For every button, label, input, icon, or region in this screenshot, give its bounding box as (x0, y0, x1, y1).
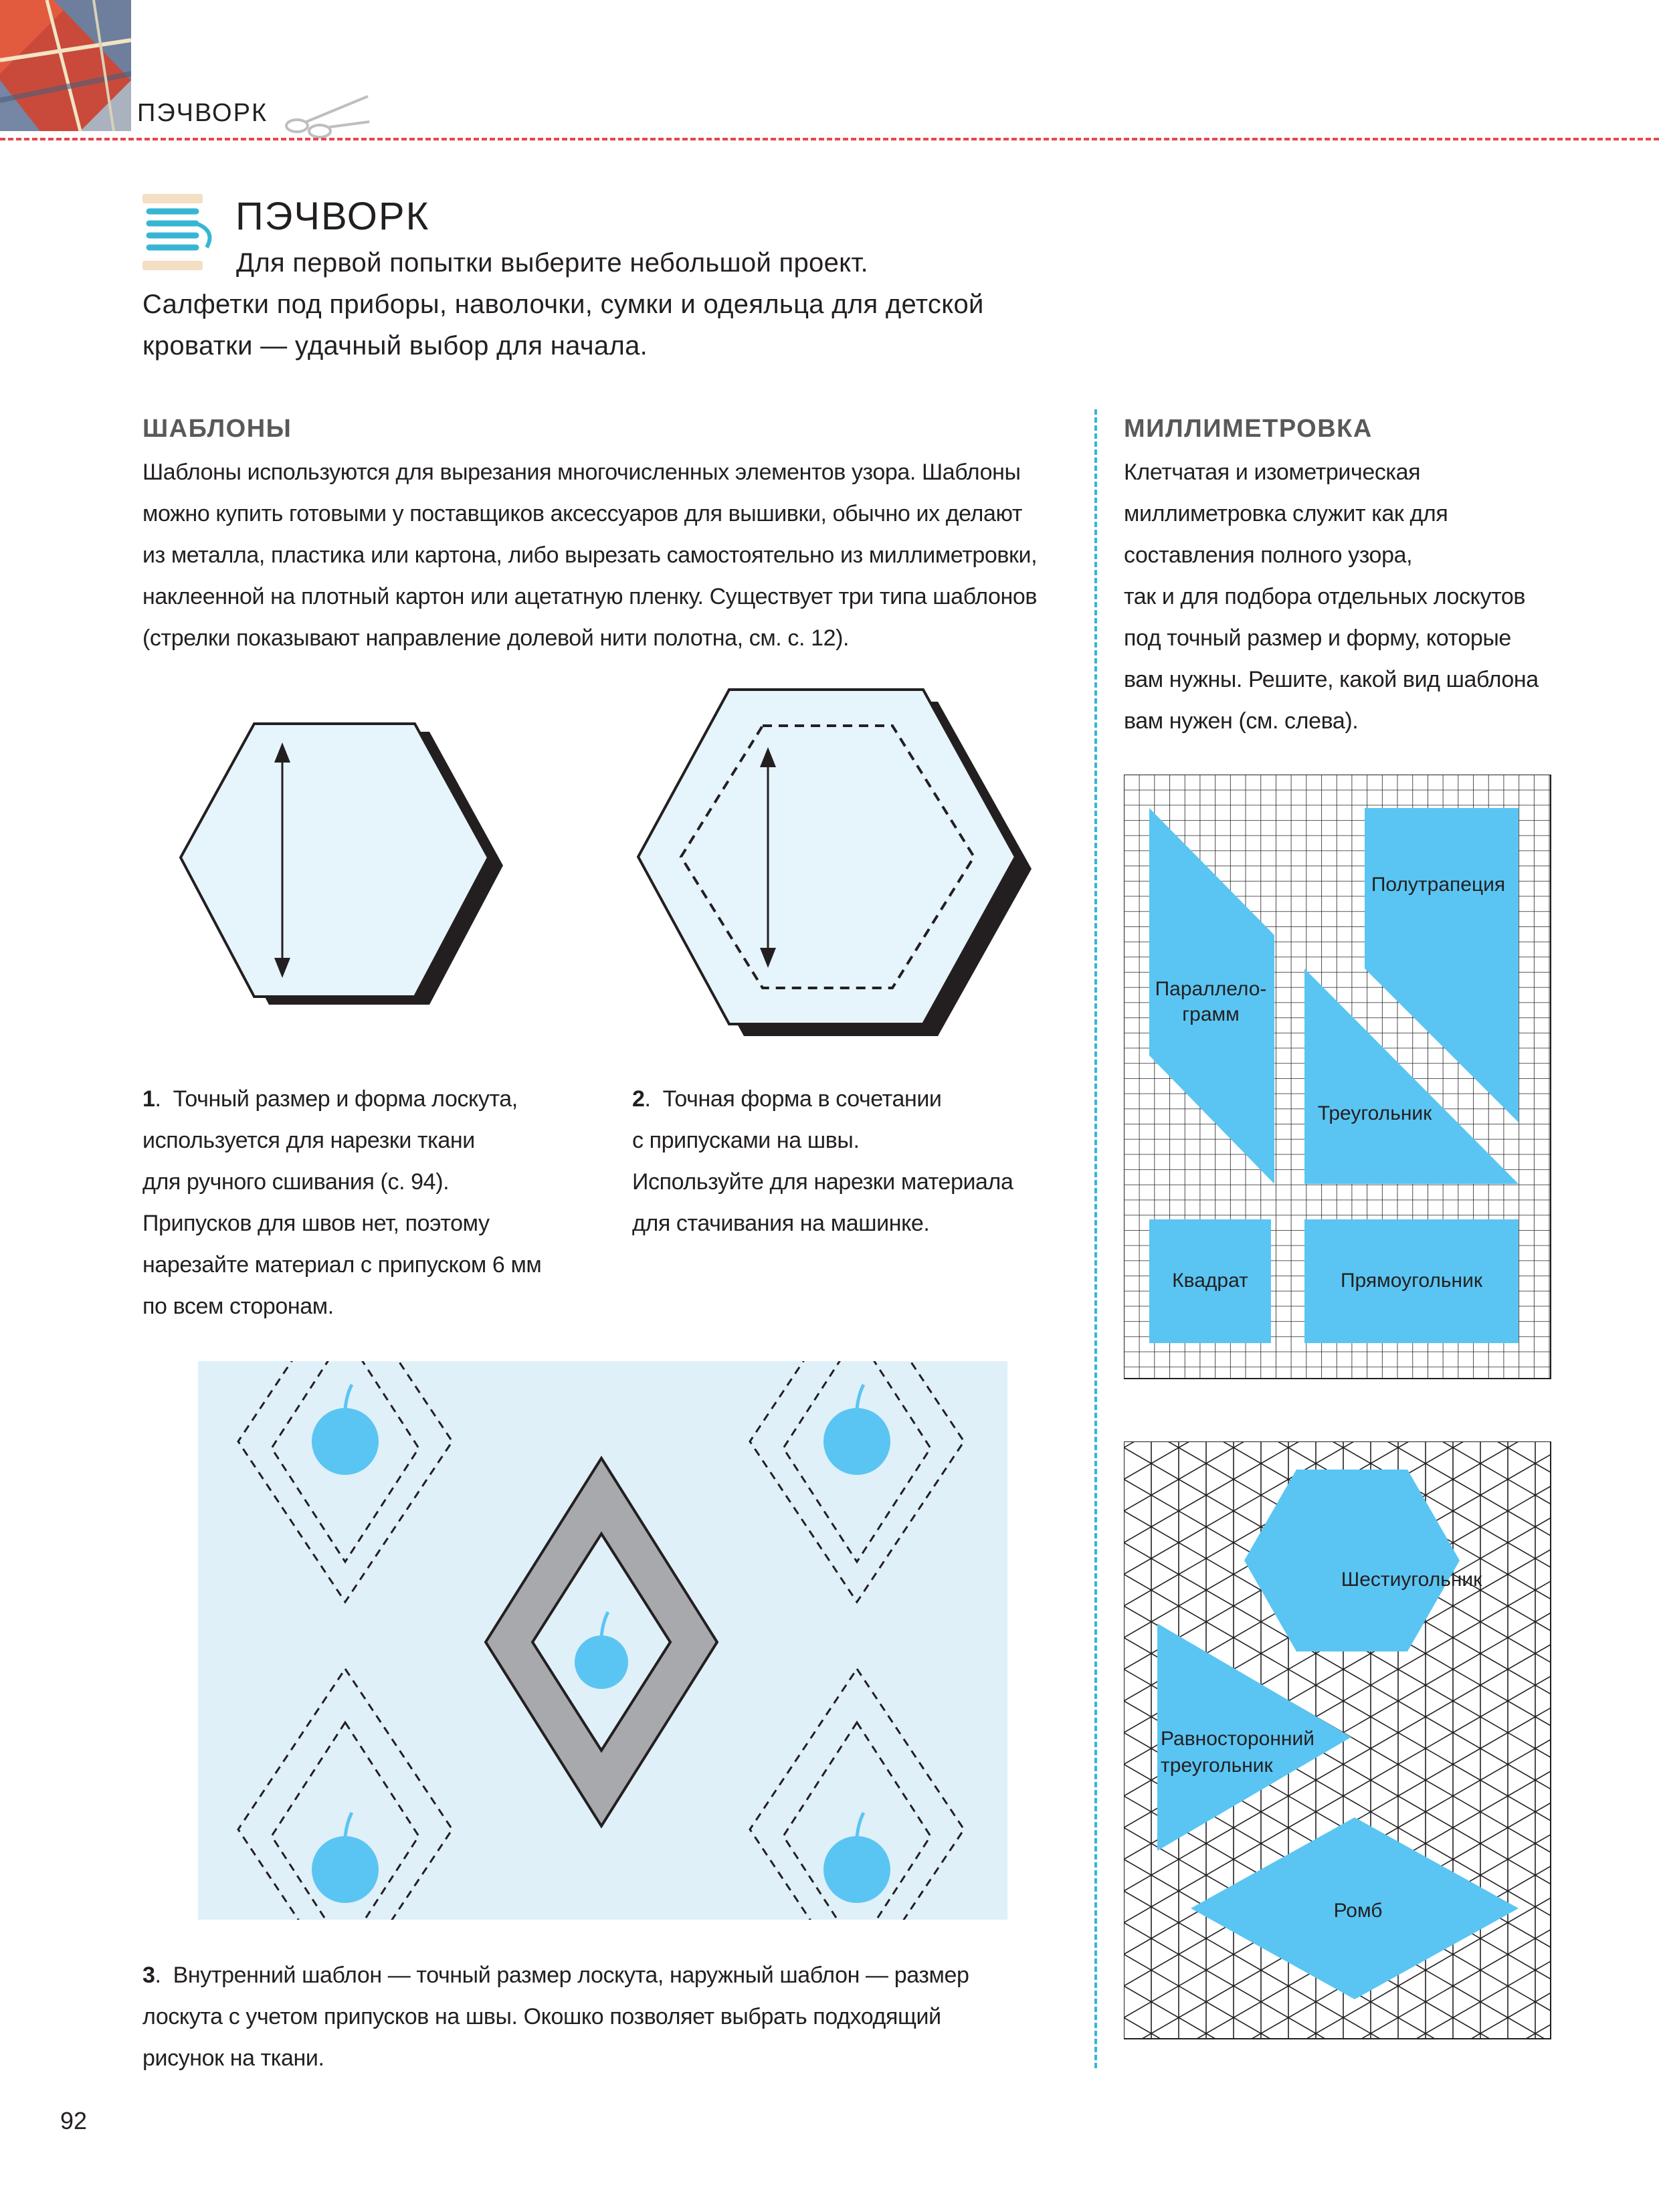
templates-heading: ШАБЛОНЫ (142, 415, 292, 443)
graph-paper-line: под точный размер и форму, которые (1124, 625, 1511, 651)
column-divider (1094, 409, 1097, 2068)
triangle-label: Треугольник (1317, 1102, 1432, 1124)
square-label: Квадрат (1172, 1270, 1248, 1292)
templates-line: (стрелки показывают направление долевой нити полотна, см. с. 12). (142, 625, 850, 651)
caption-1 (142, 1078, 611, 1327)
caption-line: с припусками на швы. (632, 1128, 860, 1153)
graph-paper-heading: МИЛЛИМЕТРОВКА (1124, 415, 1373, 443)
hexagon-label: Шестиугольник (1341, 1569, 1482, 1591)
equilateral-triangle-label (1161, 1726, 1328, 1779)
caption-line: для стачивания на машинке. (632, 1211, 930, 1236)
graph-paper-line: Клетчатая и изометрическая (1124, 460, 1421, 485)
caption-line: лоскута с учетом припусков на швы. Окошко позволяет выбрать подходящий (142, 2004, 941, 2029)
templates-line: Шаблоны используются для вырезания многочисленных элементов узора. Шаблоны (142, 460, 1021, 485)
intro-line: Для первой попытки выберите небольшой проект. (236, 248, 868, 278)
header-dashed-rule (0, 138, 1659, 140)
caption-3 (142, 1954, 1079, 2079)
caption-number: 2 (632, 1086, 645, 1112)
equilateral-label-line: треугольник (1161, 1754, 1273, 1777)
caption-line: 2. Точная форма в сочетании (632, 1086, 942, 1112)
caption-text: Внутренний шаблон — точный размер лоскута, наружный шаблон — размер (173, 1963, 969, 1988)
graph-paper-line: составления полного узора, (1124, 542, 1413, 568)
window-template-illustration (198, 1361, 1007, 1920)
graph-paper-line: вам нужны. Решите, какой вид шаблона (1124, 667, 1539, 692)
graph-paper-line: миллиметровка служит как для (1124, 501, 1448, 526)
graph-paper-paragraph (1124, 451, 1632, 742)
half-trapezoid-label: Полутрапеция (1371, 874, 1506, 896)
caption-number: 3 (142, 1963, 155, 1988)
graph-paper-line: так и для подбора отдельных лоскутов (1124, 584, 1526, 609)
intro-line: Салфетки под приборы, наволочки, сумки и одеяльца для детской (142, 290, 984, 319)
caption-line: Используйте для нарезки материала (632, 1169, 1013, 1195)
caption-text: Точный размер и форма лоскута, (173, 1086, 518, 1112)
parallelogram-label-line: грамм (1182, 1003, 1240, 1025)
templates-line: наклеенной на плотный картон или ацетатную пленку. Существует три типа шаблонов (142, 584, 1038, 609)
plaid-fabric-swatch (0, 0, 131, 131)
caption-line: 3. Внутренний шаблон — точный размер лоскута, наружный шаблон — размер (142, 1963, 969, 1988)
parallelogram-label (1147, 977, 1274, 1027)
graph-paper-line: вам нужен (см. слева). (1124, 708, 1359, 734)
caption-line: нарезайте материал с припуском 6 мм (142, 1252, 542, 1278)
templates-paragraph (142, 451, 1079, 659)
page-title: ПЭЧВОРК (235, 195, 430, 238)
caption-line: рисунок на ткани. (142, 2045, 324, 2071)
intro-paragraph (142, 242, 1146, 367)
rhombus-label: Ромб (1333, 1900, 1383, 1922)
caption-text: Точная форма в сочетании (662, 1086, 942, 1112)
caption-line: используется для нарезки ткани (142, 1128, 475, 1153)
caption-line: для ручного сшивания (с. 94). (142, 1169, 450, 1195)
caption-line: по всем сторонам. (142, 1294, 334, 1319)
caption-2 (632, 1078, 1074, 1244)
caption-line: 1. Точный размер и форма лоскута, (142, 1086, 518, 1112)
intro-line: кроватки — удачный выбор для начала. (142, 331, 648, 361)
header-section-label: ПЭЧВОРК (137, 99, 268, 127)
rectangle-label: Прямоугольник (1340, 1270, 1483, 1292)
scissors-icon (281, 87, 375, 140)
templates-line: можно купить готовыми у поставщиков аксессуаров для вышивки, обычно их делают (142, 501, 1023, 526)
hexagon-template-with-seam (636, 686, 1037, 1047)
hexagon-template-exact (174, 716, 508, 1010)
equilateral-label-line: Равносторонний (1161, 1728, 1314, 1750)
parallelogram-label-line: Параллело- (1155, 978, 1267, 1000)
caption-number: 1 (142, 1086, 155, 1112)
caption-line: Припусков для швов нет, поэтому (142, 1211, 490, 1236)
templates-line: из металла, пластика или картона, либо вырезать самостоятельно из миллиметровки, (142, 542, 1038, 568)
page-number: 92 (60, 2107, 88, 2134)
